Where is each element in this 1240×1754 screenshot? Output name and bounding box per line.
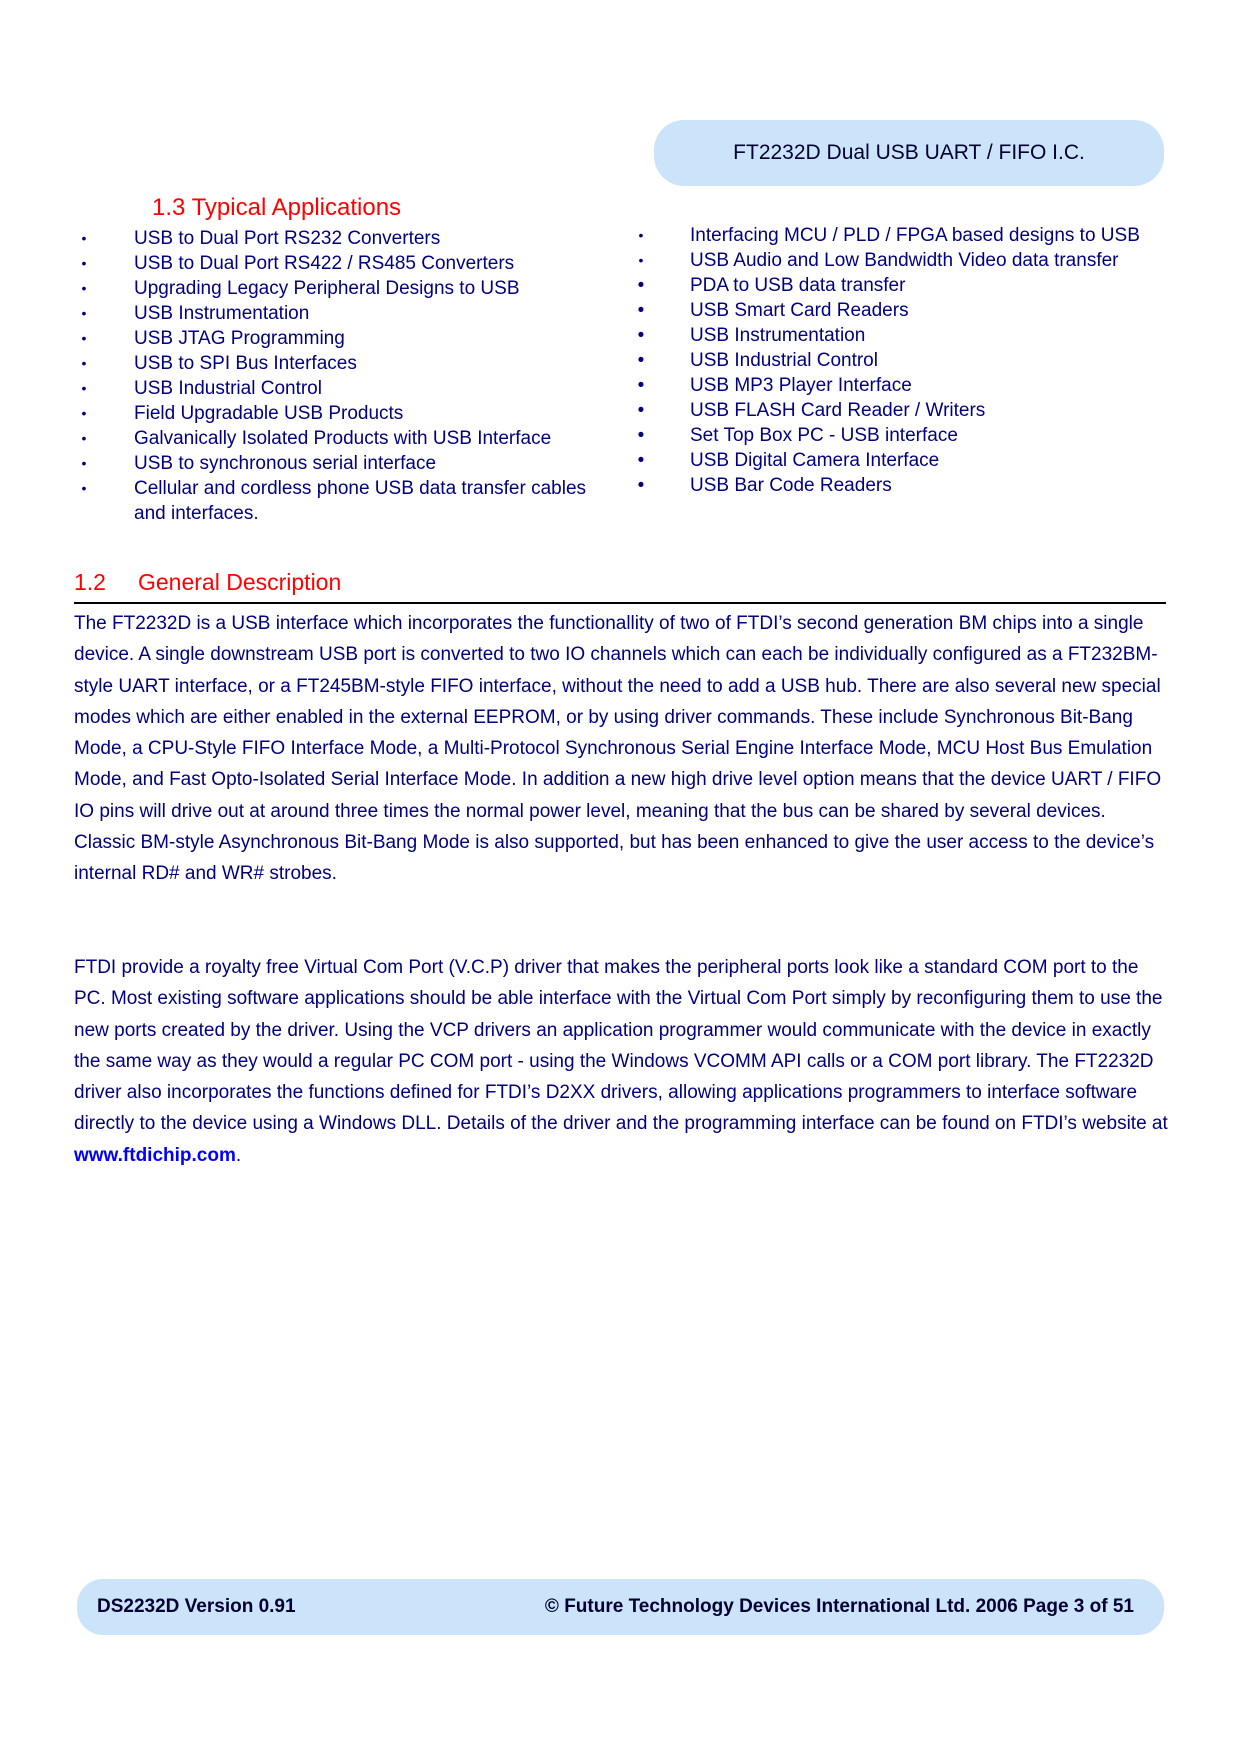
list-item: • USB Bar Code Readers xyxy=(630,473,1170,498)
typical-applications-heading: 1.3 Typical Applications xyxy=(152,194,402,221)
footer-copyright: © Future Technology Devices International Ltd. 2006 Page 3 of 51 xyxy=(544,1596,1134,1617)
page-footer xyxy=(77,1579,1164,1635)
bullet-icon: • xyxy=(81,330,87,346)
list-item: • Galvanically Isolated Products with USB Interface xyxy=(74,426,614,451)
bullet-icon: • xyxy=(81,380,87,396)
paragraph-end: . xyxy=(235,1144,242,1166)
bullet-icon: • xyxy=(81,455,87,471)
list-item: • USB FLASH Card Reader / Writers xyxy=(630,398,1170,423)
bullet-icon: • xyxy=(81,480,87,496)
description-paragraph-2 xyxy=(74,952,1170,1171)
list-item: • Set Top Box PC - USB interface xyxy=(630,423,1170,448)
bullet-icon: • xyxy=(637,275,645,296)
bullet-icon: • xyxy=(637,350,645,371)
list-item: • USB Industrial Control xyxy=(630,348,1170,373)
list-item: • USB Smart Card Readers xyxy=(630,298,1170,323)
bullet-icon: • xyxy=(81,255,87,271)
list-item: • USB JTAG Programming xyxy=(74,326,614,351)
bullet-icon: • xyxy=(637,300,645,321)
list-item: • Cellular and cordless phone USB data transfer cables and interfaces. xyxy=(74,476,614,526)
section-number: 1.2 xyxy=(74,569,106,595)
list-item: • USB to synchronous serial interface xyxy=(74,451,614,476)
list-item: • USB to Dual Port RS422 / RS485 Converters xyxy=(74,251,614,276)
list-item: • PDA to USB data transfer xyxy=(630,273,1170,298)
list-item: • USB to SPI Bus Interfaces xyxy=(74,351,614,376)
list-item: • USB Audio and Low Bandwidth Video data transfer xyxy=(630,248,1170,273)
bullet-icon: • xyxy=(81,430,87,446)
bullet-icon: • xyxy=(637,375,645,396)
list-item: • Upgrading Legacy Peripheral Designs to USB xyxy=(74,276,614,301)
document-header-title: FT2232D Dual USB UART / FIFO I.C. xyxy=(654,120,1164,186)
list-item: • USB MP3 Player Interface xyxy=(630,373,1170,398)
description-paragraph-1: The FT2232D is a USB interface which incorporates the functionallity of two of FTDI’s second generation BM chips into a single device. A single downstream USB port is converted to two IO channels which can each be individually configured as a FT232BM-style UART interface, or a FT245BM-style FIFO interface, without the need to add a USB hub. There are also several new special modes which are either enabled in the external EEPROM, or by using driver commands. These include Synchronous Bit-Bang Mode, a CPU-Style FIFO Interface Mode, a Multi-Protocol Synchronous Serial Engine Interface Mode, MCU Host Bus Emulation Mode, and Fast Opto-Isolated Serial Interface Mode. In addition a new high drive level option means that the device UART / FIFO IO pins will drive out at around three times the normal power level, meaning that the bus can be shared by several devices. Classic BM-style Asynchronous Bit-Bang Mode is also supported, but has been enhanced to give the user access to the device’s internal RD# and WR# strobes. xyxy=(74,613,1162,885)
list-item: • USB Industrial Control xyxy=(74,376,614,401)
general-description-heading xyxy=(74,569,1166,604)
bullet-icon: • xyxy=(638,227,644,243)
bullet-icon: • xyxy=(637,400,645,421)
bullet-icon: • xyxy=(81,280,87,296)
bullet-icon: • xyxy=(638,252,644,268)
bullet-icon: • xyxy=(637,425,645,446)
bullet-icon: • xyxy=(637,325,645,346)
bullet-icon: • xyxy=(81,305,87,321)
list-item: • USB to Dual Port RS232 Converters xyxy=(74,226,614,251)
list-item: • USB Instrumentation xyxy=(630,323,1170,348)
list-item: • USB Digital Camera Interface xyxy=(630,448,1170,473)
applications-list-right xyxy=(630,223,1170,498)
applications-list-left xyxy=(74,226,614,526)
bullet-icon: • xyxy=(637,450,645,471)
list-item: • Interfacing MCU / PLD / FPGA based designs to USB xyxy=(630,223,1170,248)
list-item: • Field Upgradable USB Products xyxy=(74,401,614,426)
list-item: • USB Instrumentation xyxy=(74,301,614,326)
footer-version: DS2232D Version 0.91 xyxy=(97,1596,296,1617)
ftdi-website-link[interactable]: www.ftdichip.com xyxy=(74,1144,236,1166)
bullet-icon: • xyxy=(637,475,645,496)
bullet-icon: • xyxy=(81,230,87,246)
bullet-icon: • xyxy=(81,355,87,371)
bullet-icon: • xyxy=(81,405,87,421)
paragraph-text: FTDI provide a royalty free Virtual Com Port (V.C.P) driver that makes the peripheral ports look like a standard COM port to the PC. Most existing software applications should be able interface with the Virtual Com Port simply by reconfiguring them to use the new ports created by the driver. Using the VCP drivers an application programmer would communicate with the device in exactly the same way as they would a regular PC COM port - using the Windows VCOMM API calls or a COM port library. The FT2232D driver also incorporates the functions defined for FTDI’s D2XX drivers, allowing applications programmers to interface software directly to the device using a Windows DLL. Details of the driver and the programming interface can be found on FTDI’s website at xyxy=(74,957,1168,1135)
section-title: General Description xyxy=(138,569,342,595)
